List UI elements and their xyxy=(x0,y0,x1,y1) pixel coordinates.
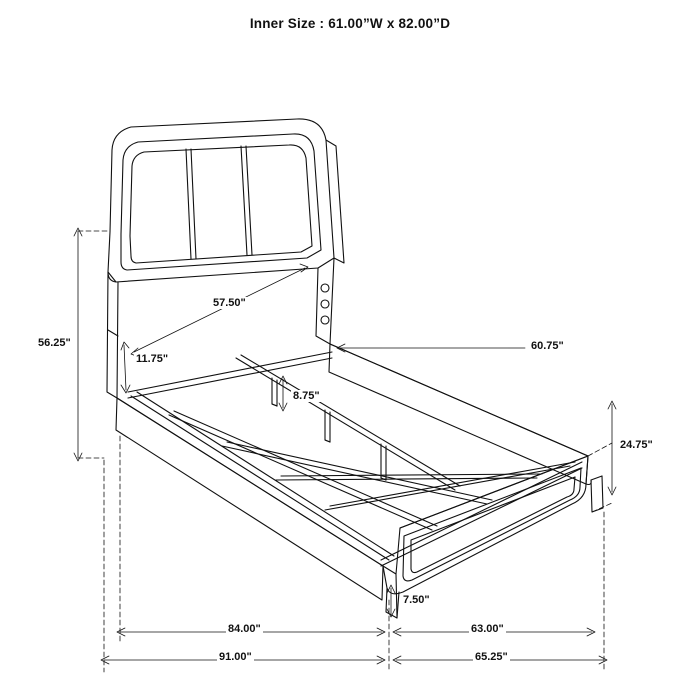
dim-label-bed-length-secondary: 63.00" xyxy=(471,623,504,635)
dim-label-bed-length-main: 84.00" xyxy=(228,623,261,635)
dim-label-headboard-lower-gap: 11.75" xyxy=(136,353,169,365)
dim-label-overall-length: 91.00" xyxy=(219,651,252,663)
dim-label-slat-height: 8.75" xyxy=(293,390,320,402)
dim-label-headboard-panel-width: 57.50" xyxy=(213,297,246,309)
dim-label-rail-length: 60.75" xyxy=(531,340,564,352)
dim-label-leg-clearance: 7.50" xyxy=(403,594,430,606)
page-title: Inner Size : 61.00”W x 82.00”D xyxy=(249,16,451,31)
dim-label-overall-width: 65.25" xyxy=(475,651,508,663)
dim-label-headboard-height: 56.25" xyxy=(38,337,71,349)
dim-label-footboard-height: 24.75" xyxy=(620,439,653,451)
